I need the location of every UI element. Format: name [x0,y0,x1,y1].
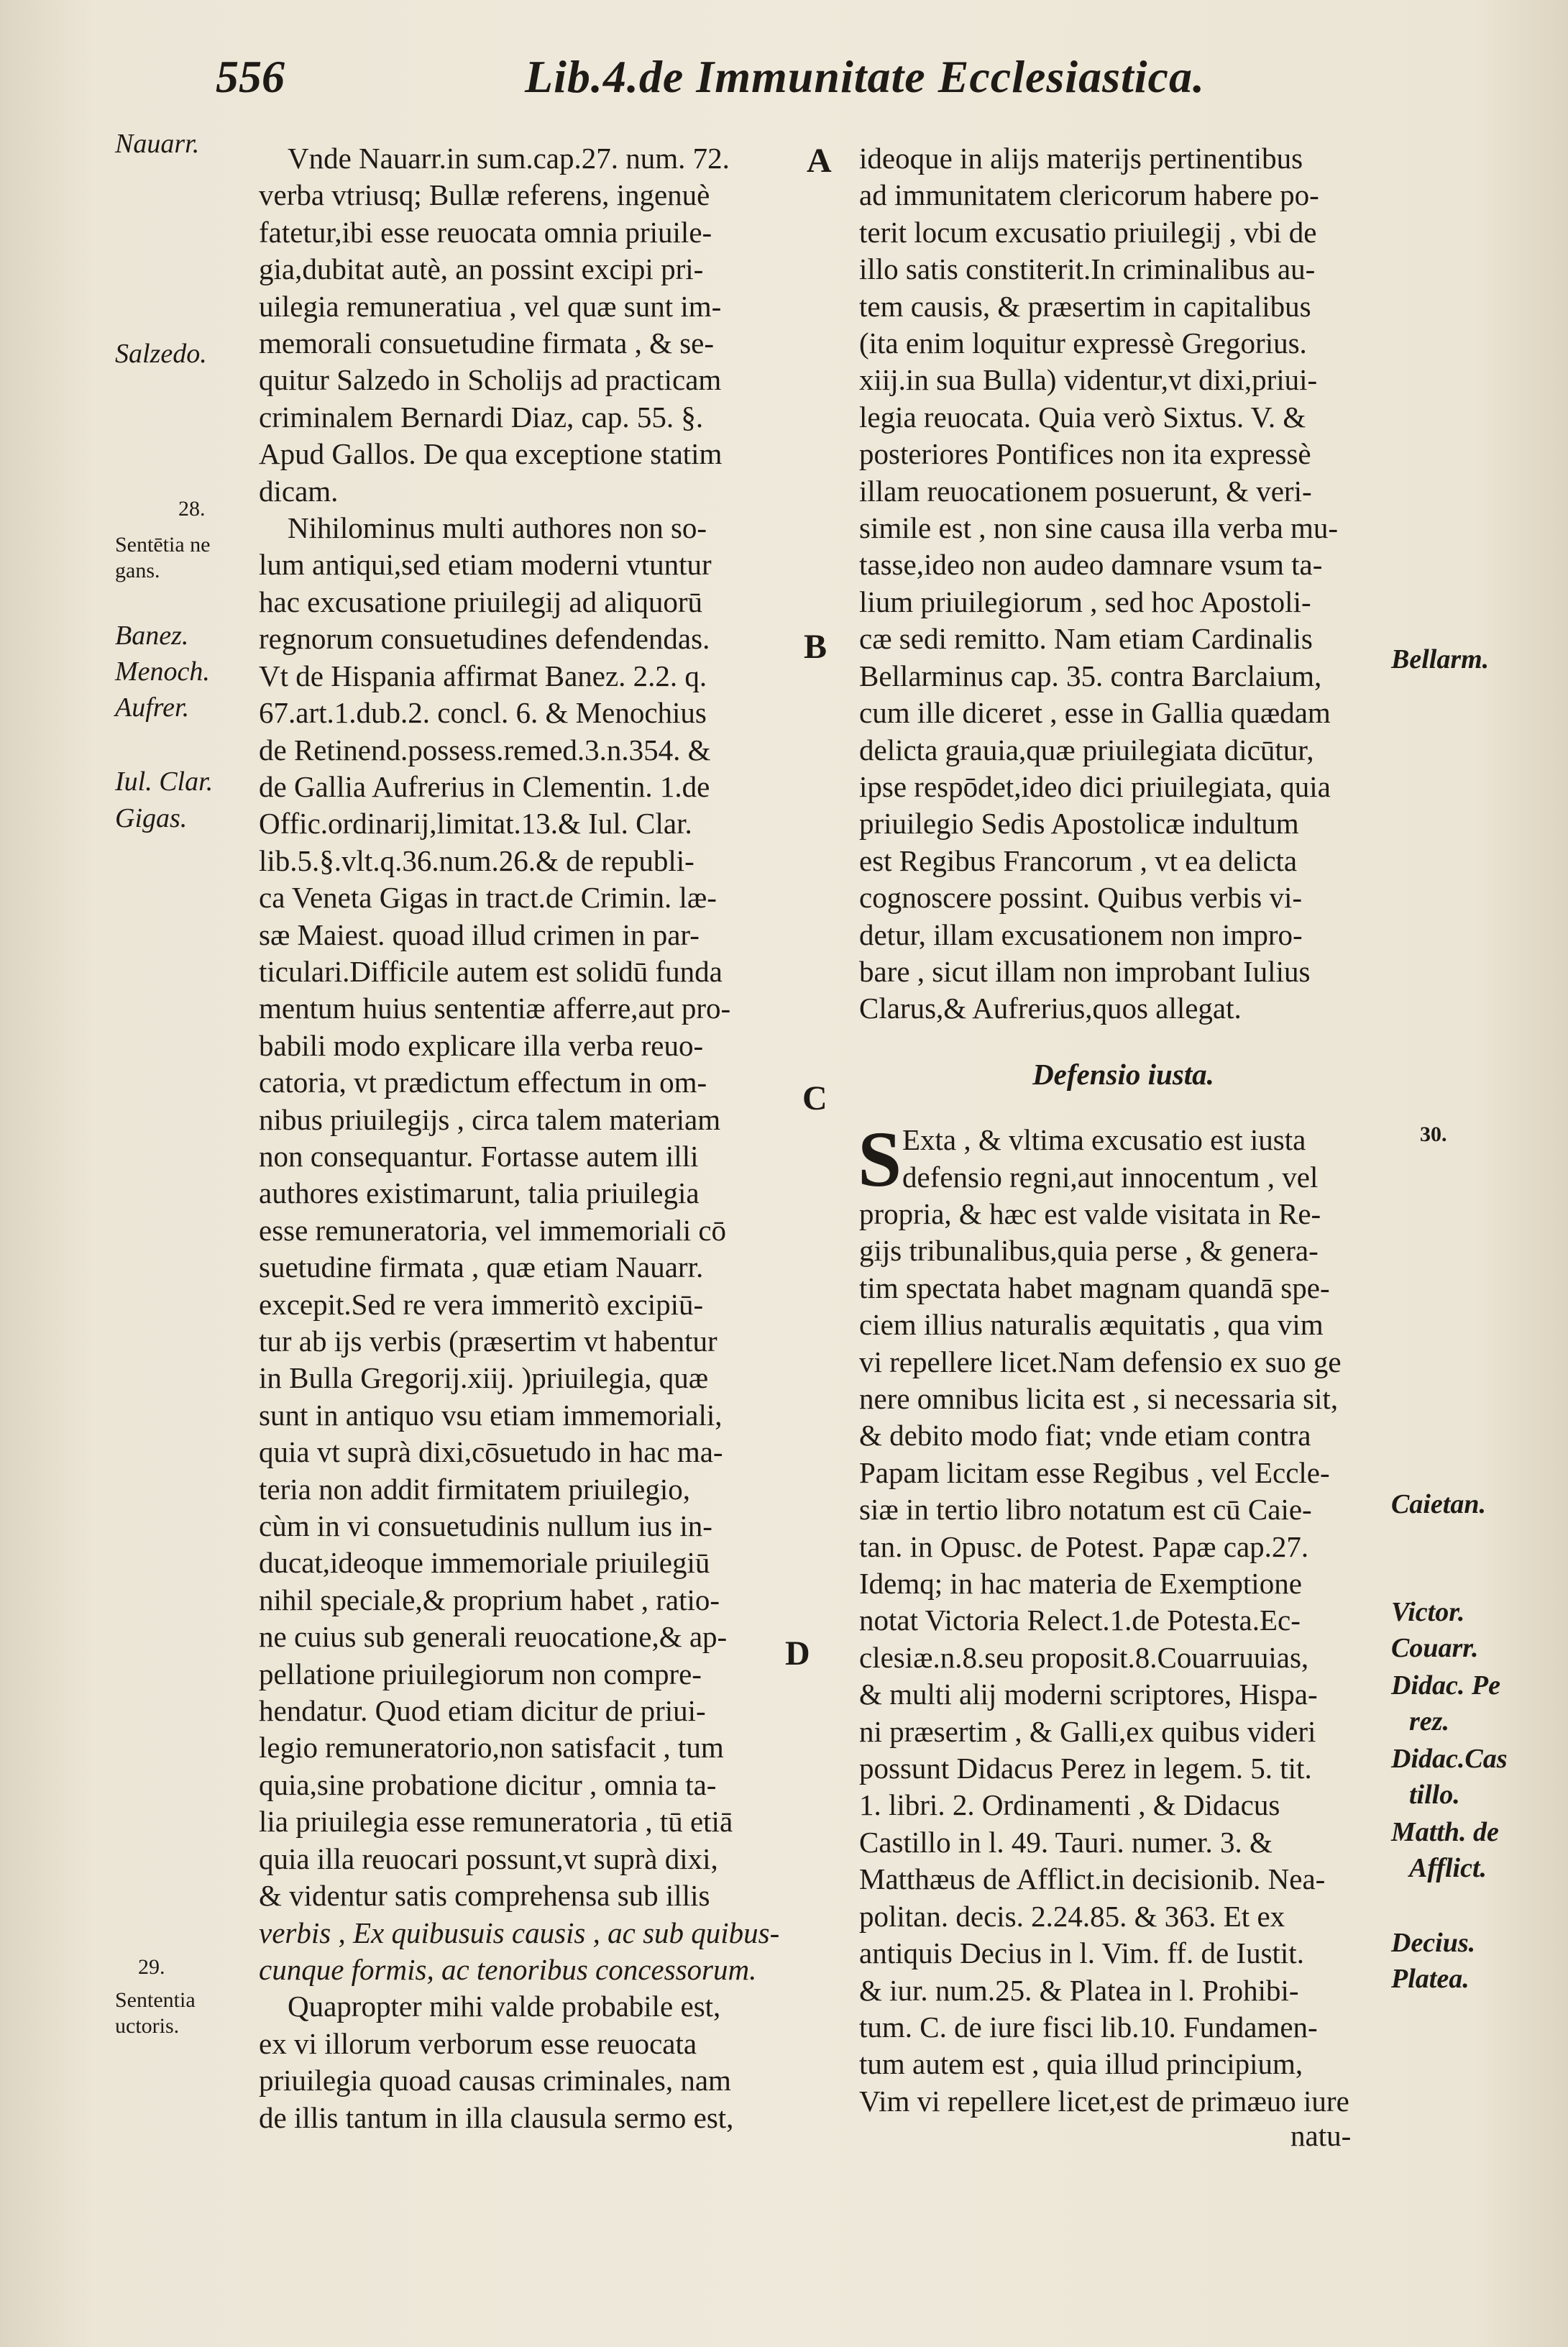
text-line: propria, & hæc est valde visitata in Re- [859,1197,1321,1230]
margin-note-didac-castillo: Didac.Cas [1391,1744,1508,1774]
text-line: cum ille diceret , esse in Gallia quædam [859,696,1331,730]
left-column [259,140,791,2136]
text-line: teria non addit firmitatem priuilegio, [259,1472,691,1506]
text-line: posteriores Pontifices non ita expressè [859,437,1311,471]
margin-note-didac-perez-cont: rez. [1409,1706,1449,1737]
margin-note-number-29: 29. [138,1955,165,1979]
text-line: Matthæus de Afflict.in decisionib. Nea- [859,1862,1326,1896]
text-line: hendatur. Quod etiam dicitur de priui- [259,1694,706,1728]
text-line: de illis tantum in illa clausula sermo est, [259,2100,734,2134]
margin-note-decius: Decius. [1391,1928,1476,1958]
text-line: Papam licitam esse Regibus , vel Eccle- [859,1455,1330,1489]
text-line: nere omnibus licita est , si necessaria sit, [859,1382,1339,1415]
text-line: tan. in Opusc. de Potest. Papæ cap.27. [859,1529,1309,1563]
margin-note-salzedo: Salzedo. [115,339,207,369]
margin-note-matth-cont: Afflict. [1409,1853,1487,1883]
text-line: nihil speciale,& proprium habet , ratio- [259,1583,720,1616]
text-line: 1. libri. 2. Ordinamenti , & Didacus [859,1788,1280,1822]
text-line: simile est , non sine causa illa verba mu- [859,511,1339,545]
text-line: gijs tribunalibus,quia perse , & genera- [859,1234,1319,1268]
text-line: lum antiqui,sed etiam moderni vtuntur [259,548,712,582]
text-line: Vt de Hispania affirmat Banez. 2.2. q. [259,659,707,692]
text-line: non consequantur. Fortasse autem illi [259,1139,699,1173]
text-line: tum. C. de iure fisci lib.10. Fundamen- [859,2010,1318,2044]
margin-note-victor: Victor. [1391,1597,1465,1627]
text-line: bare , sicut illam non improbant Iulius [859,954,1311,988]
text-line: ciem illius naturalis æquitatis , qua vim [859,1308,1324,1342]
text-line: lia priuilegia esse remuneratoria , tū etiā [259,1805,733,1839]
text-line: priuilegio Sedis Apostolicæ indultum [859,807,1299,841]
text-line: & videntur satis comprehensa sub illis [259,1879,710,1913]
text-line: clesiæ.n.8.seu proposit.8.Couarruuias, [859,1640,1309,1674]
text-line: ne cuius sub generali reuocatione,& ap- [259,1620,728,1654]
margin-note-bellarm: Bellarm. [1391,644,1490,674]
text-line: illo satis constiterit.In criminalibus au- [859,252,1316,286]
text-line: ad immunitatem clericorum habere po- [859,178,1319,212]
text-line: illam reuocationem posuerunt, & veri- [859,474,1312,508]
margin-note-jul-clar: Iul. Clar. [115,767,214,797]
text-line: xiij.in sua Bulla) videntur,vt dixi,priui- [859,363,1318,397]
text-line: de Gallia Aufrerius in Clementin. 1.de [259,769,710,803]
text-line: ni præsertim , & Galli,ex quibus videri [859,1714,1316,1748]
margin-note-sententia-negans-cont: gans. [115,559,160,582]
text-line: de Retinend.possess.remed.3.n.354. & [259,733,711,767]
text-line: quia illa reuocari possunt,vt suprà dixi, [259,1842,718,1875]
text-line: antiquis Decius in l. Vim. ff. de Iustit. [859,1936,1304,1970]
text-line: fatetur,ibi esse reuocata omnia priuile- [259,215,712,249]
text-line: Exta , & vltima excusatio est iusta [902,1123,1306,1157]
section-letter-a: A [807,142,832,180]
text-line: Clarus,& Aufrerius,quos allegat. [859,992,1242,1025]
text-line: tasse,ideo non audeo damnare vsum ta- [859,548,1323,582]
text-line: ducat,ideoque immemoriale priuilegiū [259,1546,710,1580]
text-line: nibus priuilegijs , circa talem materiam [259,1102,721,1136]
text-line: possunt Didacus Perez in legem. 5. tit. [859,1752,1312,1785]
text-line: regnorum consuetudines defendendas. [259,622,710,656]
text-line: delicta grauia,quæ priuilegiata dicūtur, [859,733,1314,767]
text-line: babili modo explicare illa verba reuo- [259,1028,704,1062]
text-line: ideoque in alijs materijs pertinentibus [859,142,1303,175]
text-line: gia,dubitat autè, an possint excipi pri- [259,252,704,286]
text-line: Idemq; in hac materia de Exemptione [859,1567,1302,1601]
text-line: hac excusatione priuilegij ad aliquorū [259,585,703,618]
text-line: Vnde Nauarr.in sum.cap.27. num. 72. [288,142,730,175]
right-column [859,140,1388,2120]
margin-note-didac-castillo-cont: tillo. [1409,1780,1460,1810]
text-line: mentum huius sententiæ afferre,aut pro- [259,992,731,1025]
margin-note-couarr: Couarr. [1391,1633,1479,1663]
text-line: ex vi illorum verborum esse reuocata [259,2026,697,2060]
text-line: sunt in antiquo vsu etiam immemoriali, [259,1398,723,1432]
text-line: politan. decis. 2.24.85. & 363. Et ex [859,1899,1285,1933]
text-line: terit locum excusatio priuilegij , vbi de [859,215,1317,249]
text-line: Apud Gallos. De qua exceptione statim [259,437,723,471]
text-line: legio remuneratorio,non satisfacit , tum [259,1731,724,1765]
text-line: & multi alij moderni scriptores, Hispa- [859,1678,1318,1711]
section-letter-c: C [802,1079,827,1117]
margin-note-sententia-auctoris: Sententia [115,1988,196,2012]
margin-note-aufrer: Aufrer. [115,692,190,723]
text-line: lib.5.§.vlt.q.36.num.26.& de republi- [259,843,694,877]
text-line: cùm in vi consuetudinis nullum ius in- [259,1509,712,1543]
margin-note-number-28: 28. [178,497,206,521]
text-line: vi repellere licet.Nam defensio ex suo ge [859,1345,1342,1378]
page-number: 556 [216,51,285,102]
text-line: & debito modo fiat; vnde etiam contra [859,1419,1311,1452]
text-line: & iur. num.25. & Platea in l. Prohibi- [859,1973,1299,2007]
text-line: Offic.ordinarij,limitat.13.& Iul. Clar. [259,807,692,841]
text-line: Quapropter mihi valde probabile est, [288,1990,721,2023]
margin-note-sententia-negans: Sentētia ne [115,533,211,557]
text-line: verbis , Ex quibusuis causis , ac sub quibus- [259,1916,780,1949]
text-line: 67.art.1.dub.2. concl. 6. & Menochius [259,696,707,730]
margin-note-matth: Matth. de [1391,1817,1499,1847]
text-line: Nihilominus multi authores non so- [288,511,707,545]
margin-note-caietan: Caietan. [1391,1489,1486,1519]
text-line: legia reuocata. Quia verò Sixtus. V. & [859,400,1306,434]
text-line: suetudine firmata , quæ etiam Nauarr. [259,1250,704,1284]
text-line: cæ sedi remitto. Nam etiam Cardinalis [859,622,1313,656]
text-line: uilegia remuneratiua , vel quæ sunt im- [259,289,722,323]
margin-note-sententia-auctoris-cont: uctoris. [115,2014,180,2038]
text-line: lium priuilegiorum , sed hoc Apostoli- [859,585,1311,618]
text-line: priuilegia quoad causas criminales, nam [259,2064,731,2097]
drop-cap-letter: S [858,1115,902,1204]
section-letter-b: B [804,628,827,666]
text-line: quia,sine probatione dicitur , omnia ta- [259,1767,717,1801]
text-line: detur, illam excusationem non impro- [859,918,1303,951]
text-line: siæ in tertio libro notatum est cū Caie- [859,1493,1312,1527]
text-line: Bellarminus cap. 35. contra Barclaium, [859,659,1322,692]
text-line: dicam. [259,474,339,508]
text-line: ipse respōdet,ideo dici priuilegiata, quia [859,769,1331,803]
running-title: Lib.4.de Immunitate Ecclesiastica. [525,51,1205,102]
text-line: quitur Salzedo in Scholijs ad practicam [259,363,722,397]
text-line: memorali consuetudine firmata , & se- [259,326,715,360]
margin-note-nauarr: Nauarr. [115,129,200,159]
text-line: tur ab ijs verbis (præsertim vt habentur [259,1325,717,1358]
text-line: Castillo in l. 49. Tauri. numer. 3. & [859,1825,1273,1859]
section-heading: Defensio iusta. [1032,1057,1214,1091]
text-line: ca Veneta Gigas in tract.de Crimin. læ- [259,881,717,915]
section-letter-d: D [785,1634,810,1673]
text-line: authores existimarunt, talia priuilegia [259,1176,700,1210]
text-line: ticulari.Difficile autem est solidū funda [259,954,723,988]
text-line: verba vtriusq; Bullæ referens, ingenuè [259,178,710,212]
text-line: notat Victoria Relect.1.de Potesta.Ec- [859,1603,1301,1637]
text-line: cognoscere possint. Quibus verbis vi- [859,881,1303,915]
margin-note-number-30: 30. [1420,1122,1447,1146]
text-line: quia vt suprà dixi,cōsuetudo in hac ma- [259,1435,723,1469]
text-line: Vim vi repellere licet,est de primæuo iure [859,2084,1349,2118]
text-line: tem causis, & præsertim in capitalibus [859,289,1311,323]
margin-note-banez: Banez. [115,621,189,651]
text-line: excepit.Sed re vera immeritò excipiū- [259,1287,704,1321]
text-line: cunque formis, ac tenoribus concessorum. [259,1952,757,1986]
text-line: (ita enim loquitur expressè Gregorius. [859,326,1307,360]
margin-note-gigas: Gigas. [115,803,188,833]
text-line: tum autem est , quia illud principium, [859,2047,1303,2081]
text-line: pellatione priuilegiorum non compre- [259,1657,702,1691]
margin-note-platea: Platea. [1391,1964,1470,1994]
text-line: esse remuneratoria, vel immemoriali cō [259,1213,727,1247]
text-line: sæ Maiest. quoad illud crimen in par- [259,918,700,951]
catchword: natu- [1290,2119,1352,2152]
text-line: criminalem Bernardi Diaz, cap. 55. §. [259,400,704,434]
text-line: catoria, vt prædictum effectum in om- [259,1066,707,1099]
text-line: defensio regni,aut innocentum , vel [902,1160,1319,1194]
text-line: tim spectata habet magnam quandā spe- [859,1271,1330,1304]
margin-note-didac-perez: Didac. Pe [1391,1670,1500,1701]
text-line: est Regibus Francorum , vt ea delicta [859,843,1298,877]
page-header [216,50,1294,115]
text-line: in Bulla Gregorij.xiij. )priuilegia, quæ [259,1361,709,1395]
margin-note-menoch: Menoch. [115,656,210,687]
